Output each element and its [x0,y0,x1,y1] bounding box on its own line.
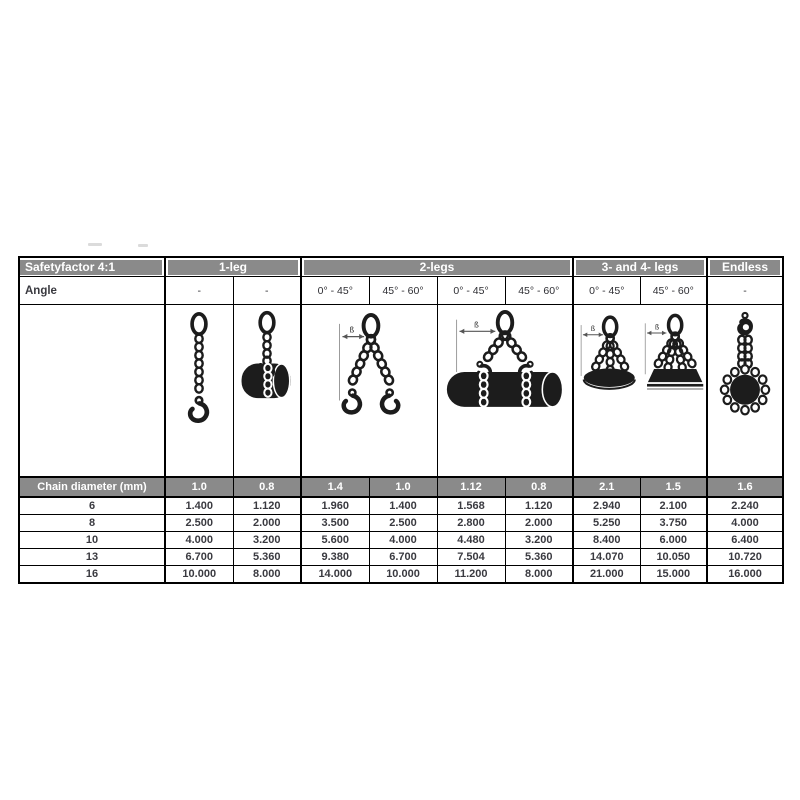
illustration-cell [437,305,573,478]
group-header-endless: Endless [707,257,783,277]
capacity-value: 10.050 [640,549,707,566]
diameter-value: 10 [19,532,165,549]
header-row [19,257,783,277]
capacity-value: 5.600 [301,532,369,549]
capacity-row [19,566,783,584]
load-factor: 1.4 [301,477,369,497]
chain-diameter-label: Chain diameter (mm) [19,477,165,497]
capacity-value: 4.000 [707,515,783,532]
angle-value: 0° - 45° [301,277,369,305]
load-factor: 2.1 [573,477,640,497]
capacity-value: 4.000 [165,532,233,549]
angle-value: 45° - 60° [505,277,573,305]
load-factor: 1.0 [165,477,233,497]
capacity-value: 4.000 [369,532,437,549]
angle-row [19,277,783,305]
diameter-value: 6 [19,497,165,515]
illustration-cell [233,305,301,478]
chain-sling-capacity-table [18,256,784,584]
capacity-value: 15.000 [640,566,707,584]
capacity-row [19,497,783,515]
load-factor: 1.5 [640,477,707,497]
safety-factor-header: Safetyfactor 4:1 [19,257,165,277]
capacity-value: 6.400 [707,532,783,549]
two-leg-choke-hitch-cylinder-illustration [441,310,569,434]
capacity-value: 1.120 [233,497,301,515]
capacity-value: 10.720 [707,549,783,566]
capacity-value: 3.500 [301,515,369,532]
angle-value: 45° - 60° [640,277,707,305]
capacity-value: 14.000 [301,566,369,584]
two-leg-sling-with-hooks-illustration [310,310,428,436]
chain-diameter-row [19,477,783,497]
capacity-value: 8.400 [573,532,640,549]
capacity-value: 2.000 [233,515,301,532]
load-factor: 1.0 [369,477,437,497]
group-header-3-4-legs: 3- and 4- legs [573,257,707,277]
capacity-row [19,532,783,549]
capacity-value: 10.000 [165,566,233,584]
capacity-value: 1.400 [165,497,233,515]
four-leg-sling-block-load-illustration [640,310,705,428]
load-factor: 0.8 [505,477,573,497]
capacity-value: 4.480 [437,532,505,549]
diameter-value: 8 [19,515,165,532]
capacity-value: 10.000 [369,566,437,584]
capacity-value: 2.500 [369,515,437,532]
illustration-row [19,305,783,478]
load-factor: 1.6 [707,477,783,497]
angle-value: - [233,277,301,305]
capacity-value: 6.000 [640,532,707,549]
group-header-1-leg: 1-leg [165,257,301,277]
angle-symbol: ß [590,324,596,334]
endless-chain-sling-illustration [716,310,774,426]
capacity-value: 16.000 [707,566,783,584]
diameter-value: 16 [19,566,165,584]
capacity-value: 1.568 [437,497,505,515]
three-leg-sling-round-load-illustration [575,310,640,428]
load-factor: 0.8 [233,477,301,497]
capacity-value: 3.200 [505,532,573,549]
capacity-value: 7.504 [437,549,505,566]
load-factor: 1.12 [437,477,505,497]
capacity-value: 3.200 [233,532,301,549]
capacity-value: 2.240 [707,497,783,515]
capacity-value: 21.000 [573,566,640,584]
angle-symbol: ß [473,320,479,330]
single-leg-sling-with-hook-illustration [176,310,222,430]
capacity-value: 1.400 [369,497,437,515]
capacity-value: 8.000 [233,566,301,584]
angle-row-label: Angle [19,277,165,305]
angle-value: - [165,277,233,305]
diameter-value: 13 [19,549,165,566]
capacity-value: 6.700 [369,549,437,566]
illustration-cell [573,305,707,478]
capacity-value: 1.120 [505,497,573,515]
capacity-value: 2.500 [165,515,233,532]
capacity-value: 5.360 [505,549,573,566]
capacity-row [19,549,783,566]
angle-symbol: ß [654,322,660,332]
angle-value: 0° - 45° [437,277,505,305]
cropped-text-artifact [138,244,148,247]
capacity-value: 1.960 [301,497,369,515]
capacity-value: 8.000 [505,566,573,584]
angle-value: 45° - 60° [369,277,437,305]
illustration-cell [707,305,783,478]
capacity-value: 11.200 [437,566,505,584]
capacity-value: 2.940 [573,497,640,515]
group-header-2-legs: 2-legs [301,257,573,277]
capacity-value: 14.070 [573,549,640,566]
capacity-value: 5.250 [573,515,640,532]
cropped-text-artifact [88,243,102,246]
capacity-value: 2.000 [505,515,573,532]
capacity-value: 2.100 [640,497,707,515]
capacity-row [19,515,783,532]
capacity-value: 9.380 [301,549,369,566]
single-leg-choke-hitch-drum-illustration [237,310,297,428]
angle-value: - [707,277,783,305]
illustration-cell [165,305,233,478]
angle-value: 0° - 45° [573,277,640,305]
empty-cell [19,305,165,478]
capacity-value: 3.750 [640,515,707,532]
capacity-value: 5.360 [233,549,301,566]
capacity-value: 2.800 [437,515,505,532]
angle-symbol: ß [349,325,355,335]
illustration-cell [301,305,437,478]
capacity-value: 6.700 [165,549,233,566]
